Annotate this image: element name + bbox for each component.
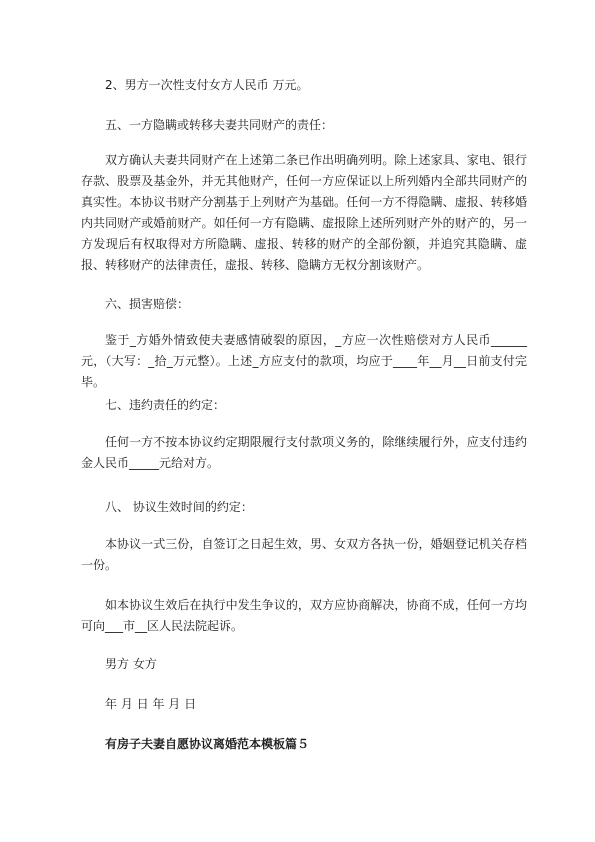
date-line: 年 月 日 年 月 日 [105,697,197,711]
paragraph-concealment: 双方确认夫妻共同财产在上述第二条已作出明确列明。除上述家具、家电、银行存款、股票及基金外，并无其他财产，任何一方应保证以上所列婚内全部共同财产的真实性。本协议书财产分割基于上列财产为基础。任何一方不得隐瞒、虚报、转移婚内共同财产或婚前财产。如任何一方有隐瞒、虚报除上述所列财产外的财产的，另一方发现后有权取得对方所隐瞒、虚报、转移的财产的全部份额，并追究其隐瞒、虚报、转移财产的法律责任，虚报、转移、隐瞒方无权分割该财产。 [81,153,527,272]
section-heading-breach: 七、违约责任的约定： [105,398,226,412]
paragraph-damages: 鉴于_方婚外情致使夫妻感情破裂的原因，_方应一次性赔偿对方人民币______元，（大写：_拾_万元整）。上述_方应支付的款项，均应于____年__月__日前支付完毕。 [81,333,527,389]
section-heading-effective-date: 八、 协议生效时间的约定： [105,500,253,514]
section-heading-concealment: 五、一方隐瞒或转移夫妻共同财产的责任： [105,118,334,132]
payment-item: 2、男方一次性支付女方人民币 万元。 [105,78,309,92]
paragraph-effective-date: 本协议一式三份，自签订之日起生效，男、女双方各执一份，婚姻登记机关存档一份。 [81,537,527,572]
next-section-title: 有房子夫妻自愿协议离婚范本模板篇５ [105,737,310,751]
paragraph-dispute: 如本协议生效后在执行中发生争议的，双方应协商解决，协商不成，任何一方均可向___市__区人民法院起诉。 [81,598,527,633]
signature-line: 男方 女方 [105,657,157,671]
section-heading-damages: 六、损害赔偿： [105,297,190,311]
paragraph-breach: 任何一方不按本协议约定期限履行支付款项义务的，除继续履行外，应支付违约金人民币_____元给对方。 [81,435,527,470]
